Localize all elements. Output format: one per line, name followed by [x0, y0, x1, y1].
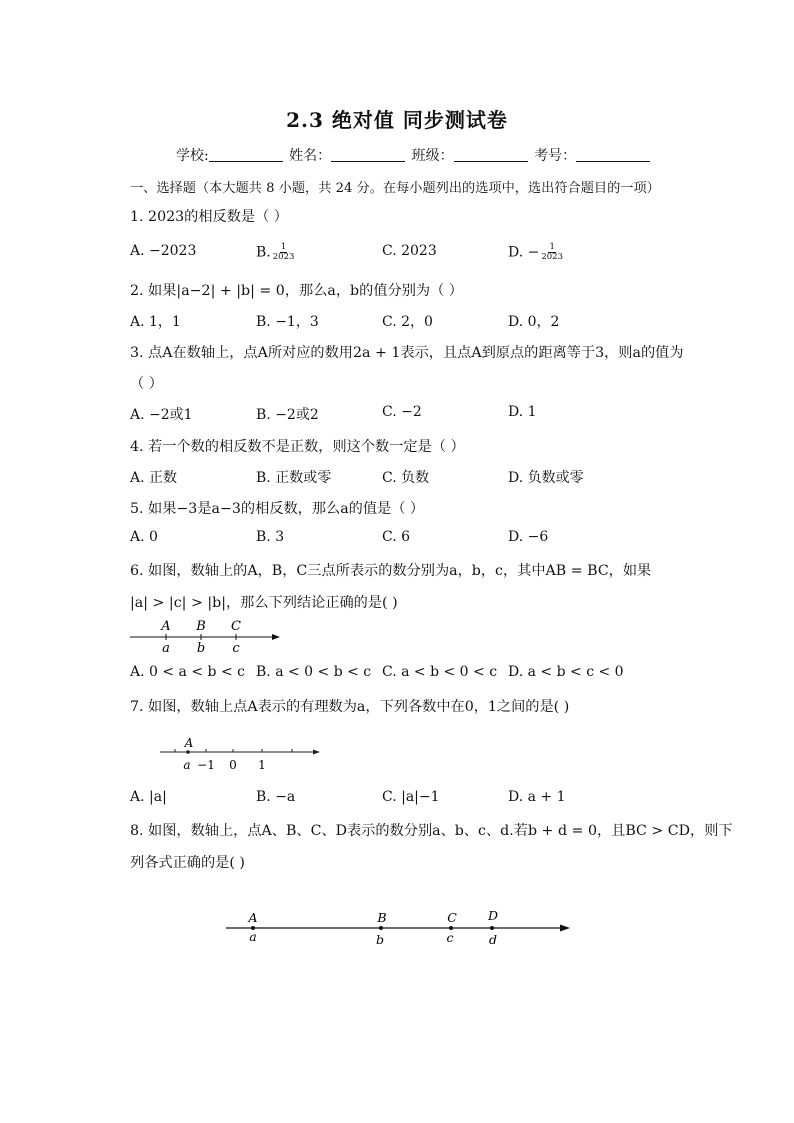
exam-no-field[interactable] — [576, 147, 650, 162]
question-8-stem: 8. 如图，数轴上，点A、B、C、D表示的数分别a、b、c、d.若b + d = 0，且BC > CD，则下 — [130, 823, 733, 839]
student-info-fields — [176, 145, 652, 165]
point-label-b-upper: B — [377, 910, 387, 925]
q2-option-a[interactable]: A. 1，1 — [130, 314, 181, 330]
tick-label-neg1: −1 — [197, 758, 215, 772]
fraction: $\frac{1}{2023}$ — [272, 242, 295, 262]
q3-option-a[interactable]: A. −2或1 — [130, 407, 193, 423]
question-6-stem-cont: |a| > |c| > |b|，那么下列结论正确的是( ) — [130, 595, 398, 611]
question-8-stem-cont: 列各式正确的是( ) — [130, 855, 245, 871]
q3-option-d[interactable]: D. 1 — [508, 404, 537, 420]
point-a-dot — [186, 750, 190, 754]
q7-option-c[interactable]: C. |a|−1 — [382, 789, 440, 805]
point-label-a-lower: a — [183, 758, 191, 772]
exam-no-label: 考号： — [534, 148, 577, 164]
point-label-a-lower: a — [162, 641, 170, 656]
point-label-c-lower: c — [446, 930, 454, 945]
number-line-figure-8 — [222, 904, 574, 950]
q2-option-d[interactable]: D. 0，2 — [508, 314, 560, 330]
q5-option-d[interactable]: D. −6 — [508, 529, 549, 545]
point-b-dot — [379, 926, 383, 930]
q6-option-a[interactable]: A. 0 < a < b < c — [130, 664, 245, 680]
q4-option-a[interactable]: A. 正数 — [130, 470, 178, 486]
class-label: 班级： — [411, 148, 454, 164]
class-field[interactable] — [454, 147, 528, 162]
question-3-stem-cont: （ ） — [130, 376, 163, 392]
section-heading: 一、选择题（本大题共 8 小题，共 24 分。在每小题列出的选项中，选出符合题目的一项） — [130, 181, 660, 196]
arrow-head — [560, 925, 570, 932]
q3-option-c[interactable]: C. −2 — [382, 404, 422, 420]
point-label-a-lower: a — [249, 929, 257, 944]
question-5-stem: 5. 如果−3是a−3的相反数，那么a的值是（ ） — [130, 501, 425, 517]
name-label: 姓名： — [289, 148, 332, 164]
point-label-c-upper: C — [447, 910, 457, 925]
point-d-dot — [490, 926, 494, 930]
q5-option-b[interactable]: B. 3 — [256, 529, 285, 545]
q1-option-d-label: D. − — [508, 244, 540, 261]
point-label-c-upper: C — [231, 619, 241, 634]
q7-option-b[interactable]: B. −a — [256, 789, 296, 805]
q5-option-c[interactable]: C. 6 — [382, 529, 411, 545]
arrow-head — [272, 634, 280, 640]
q7-option-d[interactable]: D. a + 1 — [508, 789, 566, 805]
number-line-figure-7 — [156, 734, 326, 774]
page-title: 2.3 绝对值 同步测试卷 — [286, 108, 508, 132]
name-field[interactable] — [331, 147, 405, 162]
q1-option-d[interactable] — [508, 243, 563, 262]
tick-label-0: 0 — [229, 758, 237, 772]
q2-option-b[interactable]: B. −1，3 — [256, 314, 319, 330]
question-4-stem: 4. 若一个数的相反数不是正数，则这个数一定是（ ） — [130, 439, 465, 455]
point-label-a-upper: A — [248, 910, 258, 925]
q4-option-b[interactable]: B. 正数或零 — [256, 470, 332, 486]
q4-option-c[interactable]: C. 负数 — [382, 470, 430, 486]
number-line-figure-6 — [128, 614, 284, 656]
point-label-c-lower: c — [232, 641, 240, 656]
point-label-b-lower: b — [196, 641, 206, 656]
school-field[interactable] — [209, 147, 283, 162]
q6-option-d[interactable]: D. a < b < c < 0 — [508, 664, 624, 680]
point-label-d-upper: D — [487, 908, 499, 923]
q3-option-b[interactable]: B. −2或2 — [256, 407, 319, 423]
question-7-stem: 7. 如图，数轴上点A表示的有理数为a，下列各数中在0，1之间的是( ) — [130, 699, 570, 715]
question-2-stem: 2. 如果|a−2| + |b| = 0，那么a，b的值分别为（ ） — [130, 283, 463, 299]
question-3-stem: 3. 点A在数轴上，点A所对应的数用2a + 1表示，且点A到原点的距离等于3，则a的值为 — [130, 345, 684, 361]
arrow-head — [313, 750, 320, 755]
question-6-stem: 6. 如图，数轴上的A，B，C三点所表示的数分别为a，b，c，其中AB = BC，如果 — [130, 563, 652, 579]
q4-option-d[interactable]: D. 负数或零 — [508, 470, 584, 486]
q2-option-c[interactable]: C. 2，0 — [382, 314, 433, 330]
q1-option-a[interactable]: A. −2023 — [130, 243, 197, 259]
q6-option-c[interactable]: C. a < b < 0 < c — [382, 664, 498, 680]
q1-option-b-label: B. — [256, 244, 271, 261]
point-label-b-lower: b — [375, 932, 385, 947]
school-label: 学校: — [176, 148, 209, 164]
tick-label-1: 1 — [258, 758, 266, 772]
fraction: $\frac{1}{2023}$ — [541, 242, 563, 262]
point-label-a-upper: A — [184, 736, 194, 750]
q6-option-b[interactable]: B. a < 0 < b < c — [256, 664, 372, 680]
q1-option-c[interactable]: C. 2023 — [382, 243, 437, 259]
point-label-d-lower: d — [488, 932, 498, 947]
question-1-stem: 1. 2023的相反数是（ ） — [130, 209, 288, 225]
point-label-b-upper: B — [196, 619, 206, 634]
point-label-a-upper: A — [161, 619, 171, 634]
q5-option-a[interactable]: A. 0 — [130, 529, 158, 545]
q1-option-b[interactable] — [256, 243, 294, 262]
q7-option-a[interactable]: A. |a| — [130, 789, 167, 805]
